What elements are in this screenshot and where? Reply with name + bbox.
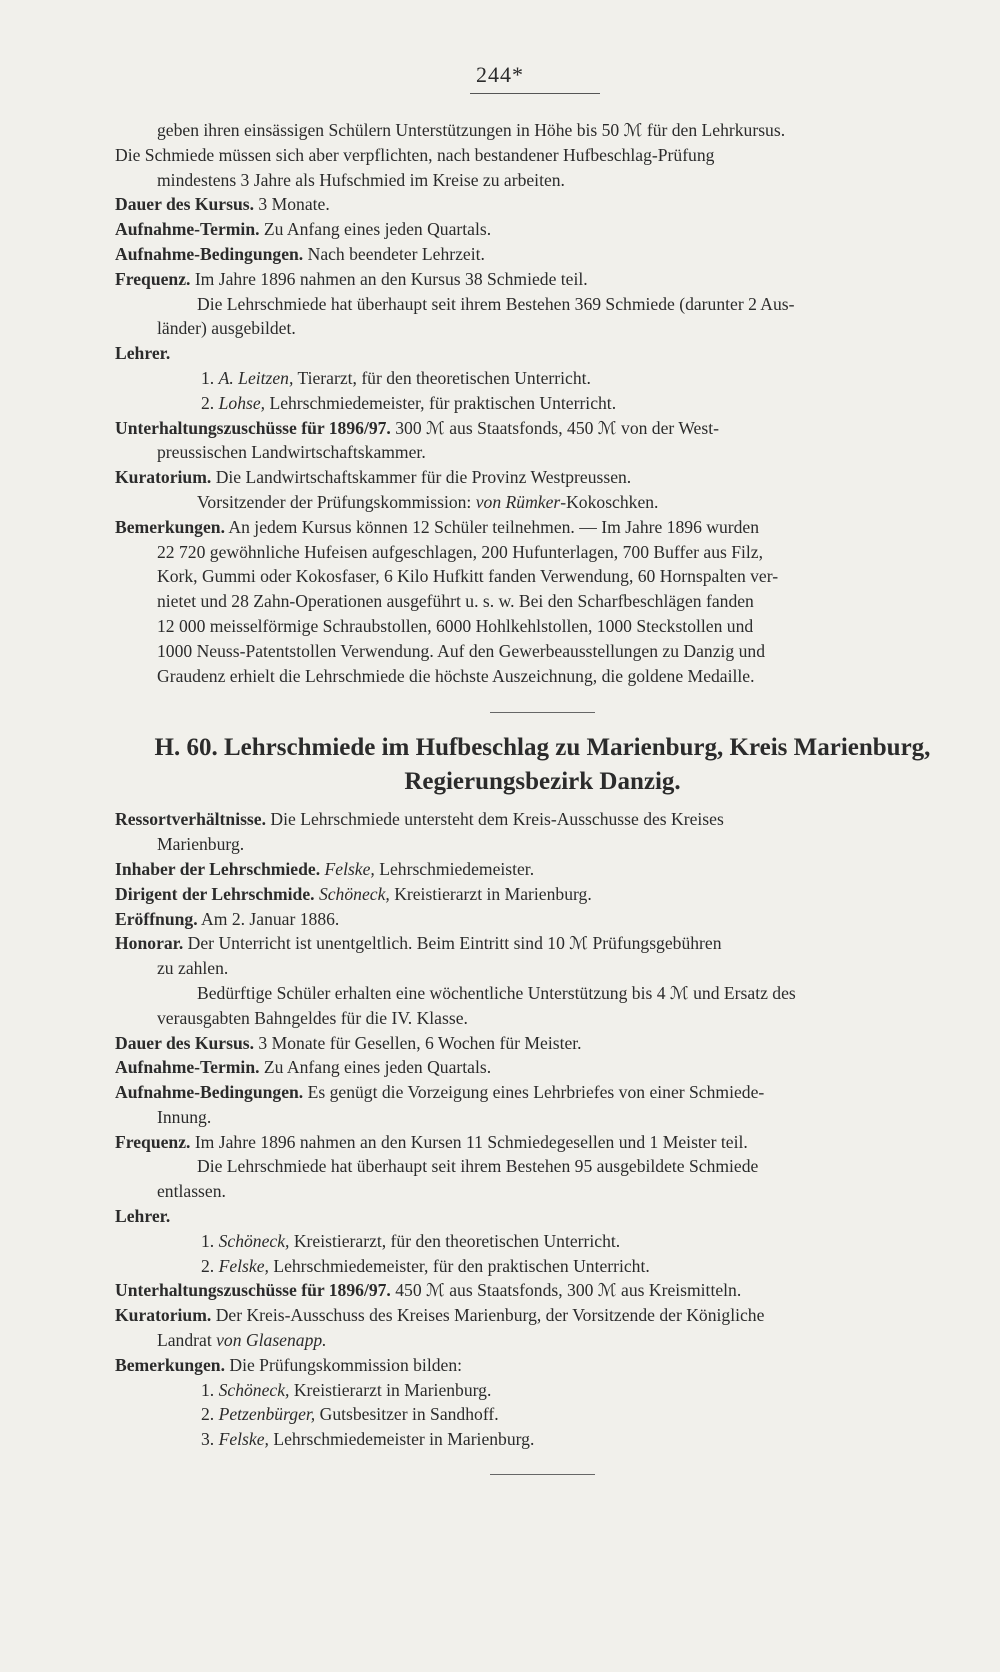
bemerkungen-line: 1000 Neuss-Patentstollen Verwendung. Auf den Gewerbeausstellungen zu Danzig und — [157, 640, 765, 661]
field-label: Dauer des Kursus. — [115, 194, 254, 215]
bemerkungen-line: 12 000 meisselförmige Schraubstollen, 6000 Hohlkehlstollen, 1000 Steckstollen und — [157, 615, 754, 636]
field-aufnahme-bedingungen: Aufnahme-Bedingungen. Es genügt die Vorzeigung eines Lehrbriefes von einer Schmiede- — [115, 1082, 765, 1103]
field-zuschuesse: Unterhaltungszuschüsse für 1896/97. 450 ℳ aus Staatsfonds, 300 ℳ aus Kreismitteln. — [115, 1280, 742, 1301]
field-bemerkungen: Bemerkungen. An jedem Kursus können 12 Schüler teilnehmen. — Im Jahre 1896 wurden — [115, 516, 760, 537]
field-frequenz: Frequenz. Im Jahre 1896 nahmen an den Kursus 38 Schmiede teil. — [115, 268, 588, 289]
field-ressortverhaeltnisse: Ressortverhältnisse. Die Lehrschmiede untersteht dem Kreis-Ausschusse des Kreises — [115, 809, 724, 830]
field-label: Honorar. — [115, 933, 184, 954]
kommission-item: 2. Petzenbürger, Gutsbesitzer in Sandhoff. — [201, 1404, 499, 1425]
lehrer-item: 2. Felske, Lehrschmiedemeister, für den praktischen Unterricht. — [201, 1255, 650, 1276]
field-label: Aufnahme-Bedingungen. — [115, 243, 304, 264]
field-label: Frequenz. — [115, 268, 191, 289]
field-label: Unterhaltungszuschüsse für 1896/97. — [115, 417, 391, 438]
kommission-item: 3. Felske, Lehrschmiedemeister in Marienburg. — [201, 1429, 535, 1450]
frequenz-paragraph-cont: länder) ausgebildet. — [157, 318, 296, 339]
field-label: Frequenz. — [115, 1131, 191, 1152]
intro-line: Die Schmiede müssen sich aber verpflichten, nach bestandener Hufbeschlag-Prüfung — [115, 144, 715, 165]
bemerkungen-line: Graudenz erhielt die Lehrschmiede die höchste Auszeichnung, die goldene Medaille. — [157, 665, 755, 686]
frequenz-paragraph: Die Lehrschmiede hat überhaupt seit ihrem Bestehen 369 Schmiede (darunter 2 Aus- — [197, 293, 795, 314]
frequenz-paragraph-cont: entlassen. — [157, 1181, 226, 1202]
field-label: Bemerkungen. — [115, 516, 225, 537]
zuschuesse-cont: preussischen Landwirtschaftskammer. — [157, 442, 426, 463]
field-lehrer — [115, 341, 970, 366]
field-label: Aufnahme-Termin. — [115, 1057, 260, 1078]
field-bemerkungen: Bemerkungen. Die Prüfungskommission bilden: — [115, 1354, 463, 1375]
end-divider — [490, 1474, 595, 1475]
field-inhaber: Inhaber der Lehrschmiede. Felske, Lehrschmiedemeister. — [115, 858, 535, 879]
field-label: Inhaber der Lehrschmiede. — [115, 858, 321, 879]
bemerkungen-line: Kork, Gummi oder Kokosfaser, 6 Kilo Hufkitt fanden Verwendung, 60 Hornspalten ver- — [157, 566, 779, 587]
field-label: Kuratorium. — [115, 467, 212, 488]
field-label: Ressortverhältnisse. — [115, 809, 266, 830]
field-aufnahme-bedingungen: Aufnahme-Bedingungen. Nach beendeter Lehrzeit. — [115, 243, 485, 264]
field-label: Aufnahme-Bedingungen. — [115, 1082, 304, 1103]
page-body — [115, 118, 970, 1475]
field-label: Eröffnung. — [115, 908, 198, 929]
intro-line: mindestens 3 Jahre als Hufschmied im Kreise zu arbeiten. — [157, 169, 565, 190]
field-eroeffnung: Eröffnung. Am 2. Januar 1886. — [115, 908, 340, 929]
section-divider — [490, 712, 595, 713]
field-label: Kuratorium. — [115, 1305, 212, 1326]
field-dauer: Dauer des Kursus. 3 Monate. — [115, 194, 330, 215]
field-label: Dauer des Kursus. — [115, 1032, 254, 1053]
page-number: 244* — [476, 62, 524, 87]
field-honorar: Honorar. Der Unterricht ist unentgeltlich. Beim Eintritt sind 10 ℳ Prüfungsgebühren — [115, 933, 722, 954]
field-frequenz: Frequenz. Im Jahre 1896 nahmen an den Kursen 11 Schmiedegesellen und 1 Meister teil. — [115, 1131, 748, 1152]
field-dauer: Dauer des Kursus. 3 Monate für Gesellen, 6 Wochen für Meister. — [115, 1032, 582, 1053]
kuratorium-cont: Landrat von Glasenapp. — [157, 1330, 327, 1351]
field-dirigent: Dirigent der Lehrschmide. Schöneck, Kreistierarzt in Marienburg. — [115, 883, 592, 904]
field-label: Unterhaltungszuschüsse für 1896/97. — [115, 1280, 391, 1301]
field-label: Aufnahme-Termin. — [115, 219, 260, 240]
field-label: Dirigent der Lehrschmide. — [115, 883, 315, 904]
honorar-paragraph: Bedürftige Schüler erhalten eine wöchentliche Unterstützung bis 4 ℳ und Ersatz des — [197, 982, 796, 1003]
field-aufnahme-termin: Aufnahme-Termin. Zu Anfang eines jeden Quartals. — [115, 219, 492, 240]
field-zuschuesse: Unterhaltungszuschüsse für 1896/97. 300 ℳ aus Staatsfonds, 450 ℳ von der West- — [115, 417, 719, 438]
field-kuratorium: Kuratorium. Der Kreis-Ausschuss des Kreises Marienburg, der Vorsitzende der Königliche — [115, 1305, 765, 1326]
ressort-cont: Marienburg. — [157, 834, 245, 855]
bedingungen-cont: Innung. — [157, 1106, 212, 1127]
bemerkungen-line: 22 720 gewöhnliche Hufeisen aufgeschlagen, 200 Hufunterlagen, 700 Buffer aus Filz, — [157, 541, 764, 562]
field-kuratorium: Kuratorium. Die Landwirtschaftskammer für die Provinz Westpreussen. — [115, 467, 632, 488]
field-label: Bemerkungen. — [115, 1354, 225, 1375]
section-heading: H. 60. Lehrschmiede im Hufbeschlag zu Marienburg, Kreis Marienburg, — [154, 734, 931, 762]
honorar-cont: zu zahlen. — [157, 958, 229, 979]
lehrer-item: 1. A. Leitzen, Tierarzt, für den theoretischen Unterricht. — [201, 367, 591, 388]
page-number-rule — [470, 93, 600, 94]
bemerkungen-line: nietet und 28 Zahn-Operationen ausgeführt u. s. w. Bei den Scharfbeschlägen fanden — [157, 591, 754, 612]
frequenz-paragraph: Die Lehrschmiede hat überhaupt seit ihrem Bestehen 95 ausgebildete Schmiede — [197, 1156, 759, 1177]
kommission-item: 1. Schöneck, Kreistierarzt in Marienburg. — [201, 1379, 492, 1400]
section-subheading: Regierungsbezirk Danzig. — [404, 768, 681, 796]
field-lehrer — [115, 1204, 970, 1229]
lehrer-item: 1. Schöneck, Kreistierarzt, für den theoretischen Unterricht. — [201, 1230, 621, 1251]
kuratorium-paragraph: Vorsitzender der Prüfungskommission: von Rümker-Kokoschken. — [197, 491, 659, 512]
lehrer-item: 2. Lohse, Lehrschmiedemeister, für praktischen Unterricht. — [201, 392, 617, 413]
intro-line: geben ihren einsässigen Schülern Unterstützungen in Höhe bis 50 ℳ für den Lehrkursus. — [157, 120, 786, 140]
field-label: Lehrer. — [115, 343, 171, 364]
field-label: Lehrer. — [115, 1206, 171, 1227]
honorar-paragraph-cont: verausgabten Bahngeldes für die IV. Klasse. — [157, 1007, 468, 1028]
field-aufnahme-termin: Aufnahme-Termin. Zu Anfang eines jeden Quartals. — [115, 1057, 492, 1078]
